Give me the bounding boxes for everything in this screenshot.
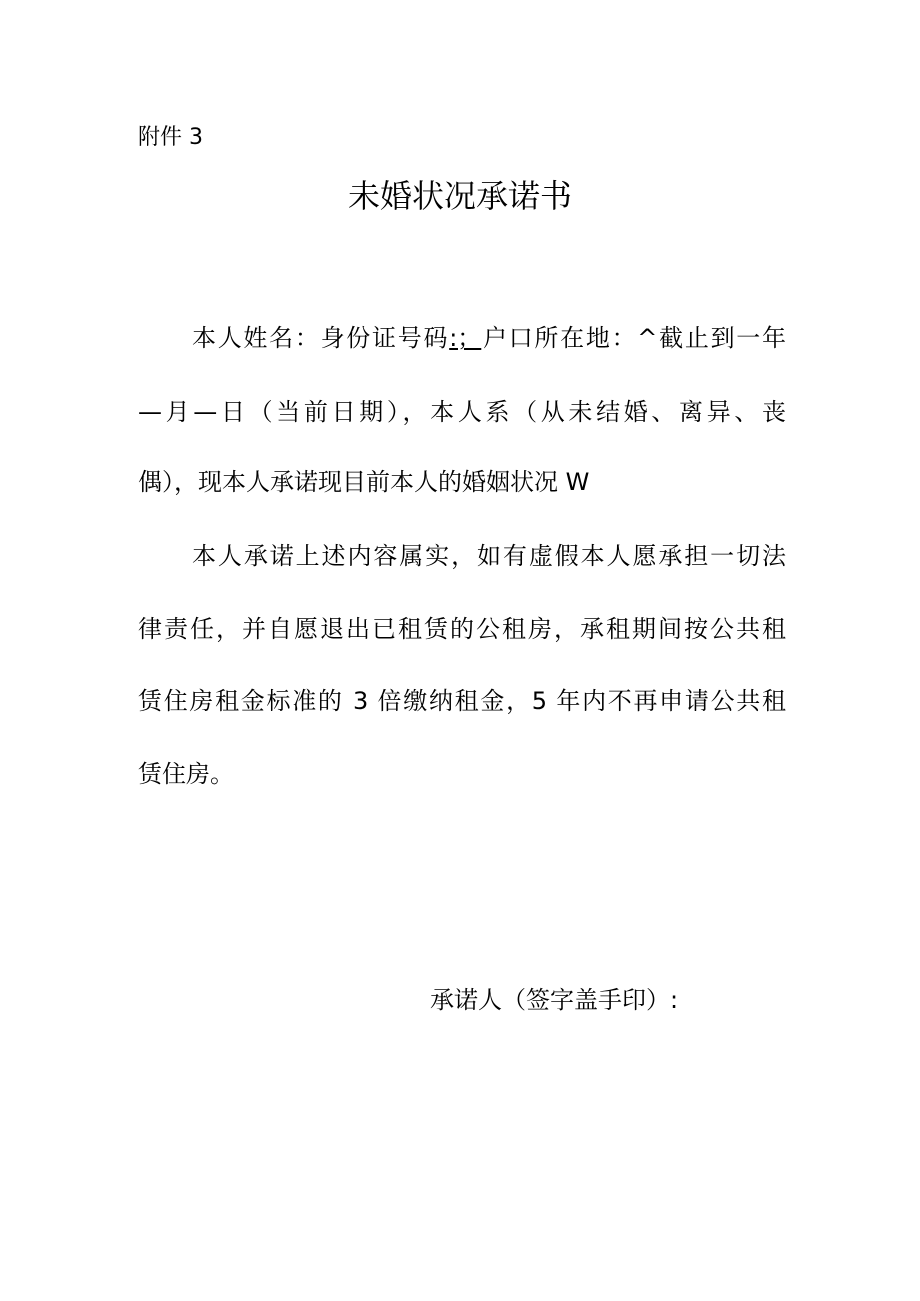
- residence-label: 户口所在地：^截止到一年: [481, 324, 787, 352]
- paragraph2-line2: 律责任，并自愿退出已租赁的公租房，承租期间按公共租: [138, 615, 786, 643]
- document-title: 未婚状况承诺书: [347, 177, 572, 215]
- paragraph1-line2: —月—日（当前日期），本人系（从未结婚、离异、丧: [138, 398, 786, 426]
- id-number-blank: :；: [449, 324, 482, 352]
- paragraph1-line3: 偶），现本人承诺现目前本人的婚姻状况 W: [138, 468, 590, 496]
- paragraph2-line3: 赁住房租金标准的 3 倍缴纳租金，5 年内不再申请公共租: [138, 687, 786, 715]
- paragraph1-line1: [138, 321, 786, 355]
- paragraph2-line1: 本人承诺上述内容属实，如有虚假本人愿承担一切法: [192, 542, 786, 570]
- signature-label: 承诺人（签字盖手印）:: [430, 986, 679, 1014]
- name-id-label: 本人姓名：身份证号码: [192, 324, 450, 352]
- attachment-label: 附件 3: [138, 125, 203, 150]
- paragraph2-line4: 赁住房。: [138, 760, 234, 788]
